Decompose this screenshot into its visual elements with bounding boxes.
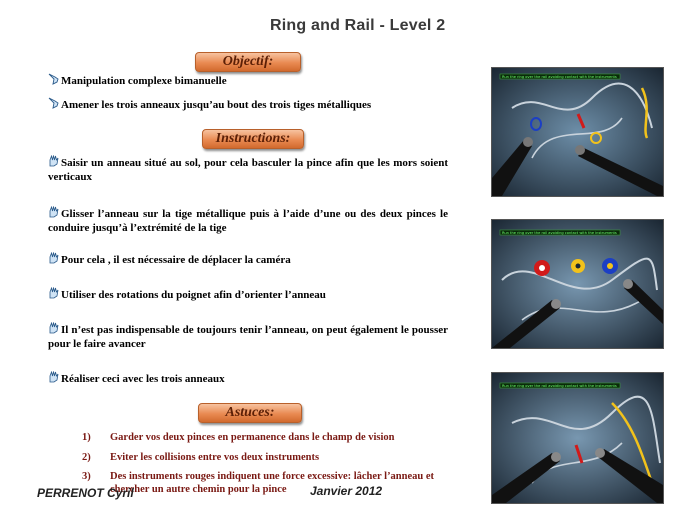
astuces-banner: Astuces: [198, 403, 302, 423]
tip-text: Eviter les collisions entre vos deux instruments [110, 452, 320, 463]
objectif-item [48, 73, 448, 88]
hand-icon [48, 287, 59, 299]
instruction-text: Glisser l’anneau sur la tige métallique puis à l’aide d’une ou des deux pinces le conduire jusqu’à l’extrémité de la tige [48, 208, 448, 234]
screenshot-caption: Run the ring over the rail avoiding contact with the instruments [502, 231, 617, 236]
objectif-banner: Objectif: [195, 52, 301, 72]
instruction-text: Il n’est pas indispensable de toujours tenir l’anneau, on peut également le pousser pour le faire avancer [48, 324, 448, 350]
instruction-text: Saisir un anneau situé au sol, pour cela basculer la pince afin que les mors soient verticaux [48, 157, 448, 183]
instruction-item [48, 155, 448, 184]
instruction-item [48, 206, 448, 235]
tip-number: 1) [82, 432, 91, 443]
tip-item [82, 470, 460, 496]
instruction-item [48, 371, 448, 386]
hand-icon [48, 371, 59, 383]
hand-icon [48, 252, 59, 264]
simulator-screenshot-2 [491, 219, 664, 349]
hand-icon [48, 206, 59, 218]
screenshot-caption: Run the ring over the rail avoiding contact with the instruments [502, 384, 617, 389]
instruction-item [48, 287, 448, 302]
simulator-scene [492, 220, 663, 348]
screenshot-caption: Run the ring over the rail avoiding contact with the instruments [502, 75, 617, 80]
instruction-item [48, 322, 448, 351]
objectif-item [48, 97, 448, 112]
simulator-scene [492, 373, 663, 503]
tip-number: 3) [82, 471, 91, 482]
tip-text: Des instruments rouges indiquent une force excessive: lâcher l’anneau et chercher un autre chemin pour la pince [110, 471, 435, 495]
objectif-text: Amener les trois anneaux jusqu’au bout des trois tiges métalliques [61, 99, 372, 111]
author-name: PERRENOT Cyril [37, 486, 134, 500]
hand-icon [48, 155, 59, 167]
pointing-hand-icon [48, 73, 59, 85]
tip-number: 2) [82, 452, 91, 463]
objectif-text: Manipulation complexe bimanuelle [61, 75, 227, 87]
tip-text: Garder vos deux pinces en permanence dans le champ de vision [110, 432, 395, 443]
instruction-text: Réaliser ceci avec les trois anneaux [61, 373, 225, 385]
tip-item [82, 431, 452, 444]
simulator-scene [492, 68, 663, 196]
tip-item [82, 451, 452, 464]
instruction-text: Pour cela , il est nécessaire de déplacer la caméra [61, 254, 291, 266]
document-date: Janvier 2012 [310, 484, 383, 498]
simulator-screenshot-1 [491, 67, 664, 197]
page-title: Ring and Rail - Level 2 [270, 17, 446, 34]
simulator-screenshot-3 [491, 372, 664, 504]
hand-icon [48, 322, 59, 334]
instruction-item [48, 252, 448, 267]
instruction-text: Utiliser des rotations du poignet afin d’orienter l’anneau [61, 289, 326, 301]
instructions-banner: Instructions: [202, 129, 304, 149]
pointing-hand-icon [48, 97, 59, 109]
